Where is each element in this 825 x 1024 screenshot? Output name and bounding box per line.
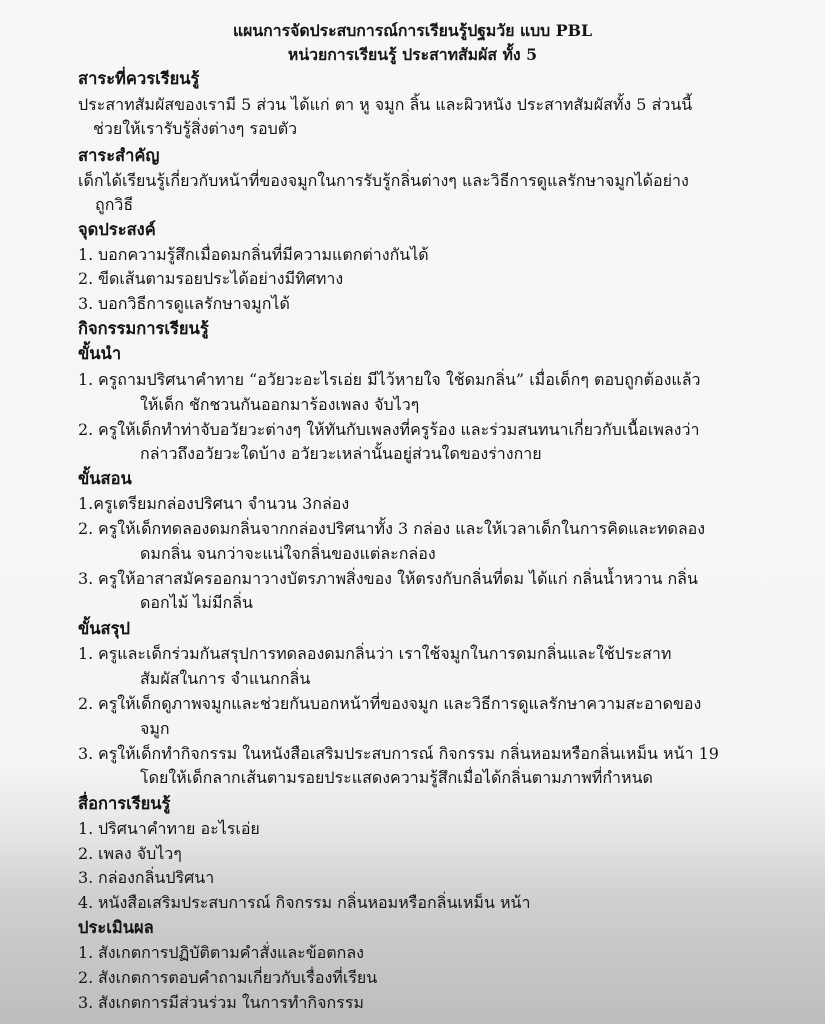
objective-item xyxy=(78,268,343,290)
intro-item-2-line-2: กล่าวถึงอวัยวะใดบ้าง อวัยวะเหล่านั้นอยู่ส่วนใดของร่างกาย xyxy=(140,444,542,463)
media-item-number: 1. xyxy=(78,819,94,838)
conclusion-item-text: ครูให้เด็กดูภาพจมูกและช่วยกันบอกหน้าที่ของจมูก และวิธีการดูแลรักษาความสะอาดของ xyxy=(98,694,702,713)
section-heading-evaluation: ประเมินผล xyxy=(78,918,154,937)
document-title-line-1: แผนการจัดประสบการณ์การเรียนรู้ปฐมวัย แบบ PBL xyxy=(232,21,593,40)
procedure-item-2-line-1 xyxy=(78,518,705,540)
procedure-item-text: ครูให้อาสาสมัครออกมาวางบัตรภาพสิ่งของ ให้ตรงกับกลิ่นที่ดม ได้แก่ กลิ่นน้ำหวาน กลิ่น xyxy=(98,569,698,588)
evaluation-item-number: 3. xyxy=(78,993,94,1012)
section-heading-key-content: สาระสำคัญ xyxy=(78,146,160,165)
procedure-item-text: ครูให้เด็กทดลองดมกลิ่นจากกล่องปริศนาทั้ง 3 กล่อง และให้เวลาเด็กในการคิดและทดลอง xyxy=(98,519,706,538)
objective-item-number: 3. xyxy=(78,294,94,313)
intro-item-2-line-1 xyxy=(78,419,699,441)
section-heading-content-to-learn: สาระที่ควรเรียนรู้ xyxy=(78,69,200,88)
intro-item-1-line-1 xyxy=(78,369,701,391)
section-heading-objectives: จุดประสงค์ xyxy=(78,220,156,239)
document-title-line-2: หน่วยการเรียนรู้ ประสาทสัมผัส ทั้ง 5 xyxy=(287,45,538,64)
media-item-text: ปริศนาคำทาย อะไรเอ่ย xyxy=(98,819,260,838)
media-item-text: เพลง จับไวๆ xyxy=(98,844,182,863)
media-item xyxy=(78,843,182,865)
intro-item-text: ครูให้เด็กทำท่าจับอวัยวะต่างๆ ให้ทันกับเพลงที่ครูร้อง และร่วมสนทนาเกี่ยวกับเนื้อเพลงว่า xyxy=(98,420,700,439)
conclusion-item-2-line-2: จมูก xyxy=(140,719,170,738)
content-to-learn-text-line-2: ช่วยให้เรารับรู้สิ่งต่างๆ รอบตัว xyxy=(93,119,298,138)
evaluation-item xyxy=(78,992,364,1014)
objective-item-number: 1. xyxy=(78,245,94,264)
section-heading-media: สื่อการเรียนรู้ xyxy=(78,794,171,813)
media-item xyxy=(78,818,260,840)
procedure-item-3-line-1 xyxy=(78,568,698,590)
procedure-item-3-line-2: ดอกไม้ ไม่มีกลิ่น xyxy=(140,593,253,612)
evaluation-item-number: 2. xyxy=(78,968,94,987)
section-heading-activities: กิจกรรมการเรียนรู้ xyxy=(78,319,209,338)
content-to-learn-text-line-1: ประสาทสัมผัสของเรามี 5 ส่วน ได้แก่ ตา หู จมูก ลิ้น และผิวหนัง ประสาทสัมผัสทั้ง 5 ส่วนนี้ xyxy=(78,95,693,114)
intro-item-1-line-2: ให้เด็ก ชักชวนกันออกมาร้องเพลง จับไวๆ xyxy=(140,395,420,414)
conclusion-item-text: ครูให้เด็กทำกิจกรรม ในหนังสือเสริมประสบการณ์ กิจกรรม กลิ่นหอมหรือกลิ่นเหม็น หน้า 19 xyxy=(98,744,719,763)
objective-item-text: บอกความรู้สึกเมื่อดมกลิ่นที่มีความแตกต่างกันได้ xyxy=(98,245,429,264)
evaluation-item-text: สังเกตการตอบคำถามเกี่ยวกับเรื่องที่เรียน xyxy=(98,968,378,987)
procedure-item-number: 3. xyxy=(78,569,94,588)
subheading-intro: ขั้นนำ xyxy=(78,344,122,363)
key-content-text-line-1: เด็กได้เรียนรู้เกี่ยวกับหน้าที่ของจมูกในการรับรู้กลิ่นต่างๆ และวิธีการดูแลรักษาจมูกได้อย่าง xyxy=(78,171,689,190)
procedure-item-number: 2. xyxy=(78,519,94,538)
conclusion-item-3-line-1 xyxy=(78,743,719,765)
conclusion-item-number: 1. xyxy=(78,644,94,663)
intro-item-number: 1. xyxy=(78,370,94,389)
intro-item-text: ครูถามปริศนาคำทาย “อวัยวะอะไรเอ่ย มีไว้หายใจ ใช้ดมกลิ่น” เมื่อเด็กๆ ตอบถูกต้องแล้ว xyxy=(98,370,701,389)
evaluation-item-number: 1. xyxy=(78,943,94,962)
procedure-item-2-line-2: ดมกลิ่น จนกว่าจะแน่ใจกลิ่นของแต่ละกล่อง xyxy=(140,544,436,563)
conclusion-item-1-line-1 xyxy=(78,643,671,665)
conclusion-item-number: 2. xyxy=(78,694,94,713)
media-item-number: 2. xyxy=(78,844,94,863)
objective-item xyxy=(78,293,290,315)
evaluation-item xyxy=(78,967,377,989)
objective-item-number: 2. xyxy=(78,269,94,288)
procedure-item-1: 1.ครูเตรียมกล่องปริศนา จำนวน 3กล่อง xyxy=(78,494,350,513)
evaluation-item-text: สังเกตการปฏิบัติตามคำสั่งและข้อตกลง xyxy=(98,943,364,962)
objective-item-text: ขีดเส้นตามรอยประได้อย่างมีทิศทาง xyxy=(98,269,344,288)
subheading-procedure: ขั้นสอน xyxy=(78,469,132,488)
objective-item xyxy=(78,244,429,266)
subheading-conclusion: ขั้นสรุป xyxy=(78,619,130,638)
intro-item-number: 2. xyxy=(78,420,94,439)
key-content-text-line-2: ถูกวิธี xyxy=(95,195,134,214)
conclusion-item-3-line-2: โดยให้เด็กลากเส้นตามรอยประแสดงความรู้สึกเมื่อได้กลิ่นตามภาพที่กำหนด xyxy=(140,768,653,787)
evaluation-item xyxy=(78,942,364,964)
evaluation-item-text: สังเกตการมีส่วนร่วม ในการทำกิจกรรม xyxy=(98,993,364,1012)
objective-item-text: บอกวิธีการดูแลรักษาจมูกได้ xyxy=(98,294,290,313)
media-item-text: กล่องกลิ่นปริศนา xyxy=(98,868,215,887)
conclusion-item-2-line-1 xyxy=(78,693,701,715)
media-item xyxy=(78,892,530,914)
media-item xyxy=(78,867,214,889)
media-item-text: หนังสือเสริมประสบการณ์ กิจกรรม กลิ่นหอมหรือกลิ่นเหม็น หน้า xyxy=(98,893,531,912)
media-item-number: 3. xyxy=(78,868,94,887)
conclusion-item-1-line-2: สัมผัสในการ จำแนกกลิ่น xyxy=(140,669,311,688)
conclusion-item-text: ครูและเด็กร่วมกันสรุปการทดลองดมกลิ่นว่า เราใช้จมูกในการดมกลิ่นและใช้ประสาท xyxy=(98,644,672,663)
conclusion-item-number: 3. xyxy=(78,744,94,763)
media-item-number: 4. xyxy=(78,893,94,912)
